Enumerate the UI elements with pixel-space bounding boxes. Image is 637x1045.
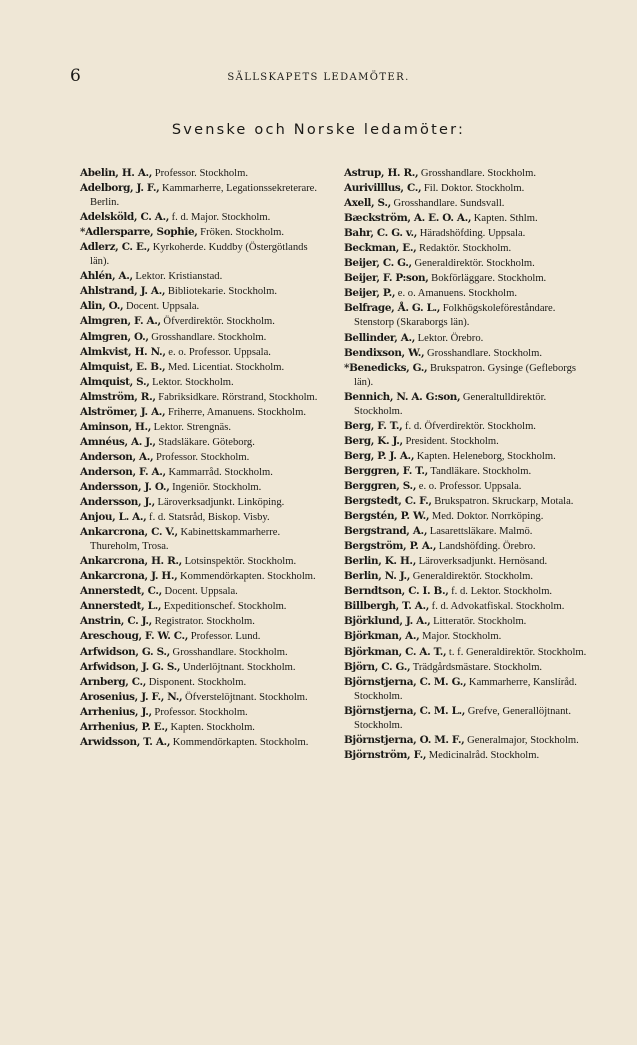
member-detail: Folkhögskoleföreståndare. Stenstorp (Skaraborgs län).: [354, 303, 556, 329]
member-entry: [80, 269, 328, 284]
member-detail: Lektor. Stockholm.: [152, 376, 234, 388]
member-entry: [344, 494, 596, 509]
member-entry: [344, 599, 596, 614]
member-entry: [80, 705, 328, 720]
member-detail: Fröken. Stockholm.: [200, 227, 285, 239]
member-name: Alin, O.,: [80, 300, 124, 313]
member-name: Björn, C. G.,: [344, 660, 411, 673]
member-detail: Lotsinspektör. Stockholm.: [184, 556, 297, 568]
member-entry: [344, 196, 596, 211]
member-detail: Häradshöfding. Uppsala.: [419, 228, 526, 240]
member-name: Alströmer, J. A.,: [80, 405, 166, 418]
member-entry: [344, 660, 596, 675]
member-name: Berg, K. J.,: [344, 434, 403, 447]
member-name: Berggren, S.,: [344, 479, 417, 492]
member-detail: f. d. Major. Stockholm.: [171, 212, 271, 224]
member-detail: Grosshandlare. Stockholm.: [420, 168, 536, 179]
member-detail: Disponent. Stockholm.: [148, 676, 247, 688]
member-entry: [80, 465, 328, 480]
member-name: Beckman, E.,: [344, 242, 417, 255]
member-detail: Professor. Lund.: [190, 631, 261, 643]
member-entry: [80, 569, 328, 584]
member-name: Almström, R.,: [80, 390, 156, 403]
member-name: Arosenius, J. F., N.,: [80, 690, 183, 703]
member-name: Björklund, J. A.,: [344, 615, 431, 628]
member-name: Beijer, F. P:son,: [344, 272, 429, 285]
member-entry: [80, 629, 328, 644]
member-detail: Docent. Uppsala.: [164, 586, 238, 598]
member-entry: [80, 284, 328, 299]
member-detail: Kyrkoherde. Kuddby (Östergötlands län).: [90, 242, 308, 268]
member-detail: Grosshandlare. Stockholm.: [426, 347, 543, 359]
member-name: Adelsköld, C. A.,: [80, 211, 169, 224]
member-name: Beijer, P.,: [344, 287, 396, 300]
member-detail: Kapten. Stockholm.: [170, 721, 255, 733]
member-detail: Grosshandlare. Stockholm.: [172, 646, 288, 658]
member-detail: Ingeniör. Stockholm.: [172, 481, 262, 493]
member-name: Bellinder, A.,: [344, 331, 416, 344]
member-detail: Grosshandlare. Sundsvall.: [393, 198, 505, 210]
member-entry: [344, 733, 596, 748]
member-entry: [344, 464, 596, 479]
member-entry: [80, 495, 328, 510]
member-detail: Kabinettskammarherre. Thureholm, Trosa.: [90, 527, 281, 553]
member-name: Berggren, F. T.,: [344, 464, 428, 477]
member-name: Amnéus, A. J.,: [80, 435, 156, 448]
member-name: Arwidsson, T. A.,: [80, 735, 171, 748]
member-detail: Landshöfding. Örebro.: [438, 541, 536, 553]
member-entry: [344, 181, 596, 196]
member-name: Anderson, A.,: [80, 450, 154, 463]
member-detail: e. o. Professor. Uppsala.: [418, 480, 522, 492]
member-name: Axell, S.,: [344, 197, 391, 210]
member-name: Ankarcrona, J. H.,: [80, 570, 178, 583]
member-name: Berndtson, C. I. B.,: [344, 585, 449, 598]
member-entry: [344, 584, 596, 599]
member-name: Aurivilllus, C.,: [344, 182, 422, 195]
member-entry: [80, 584, 328, 599]
member-entry: [80, 690, 328, 705]
member-detail: Expeditionschef. Stockholm.: [163, 601, 287, 613]
member-name: Almgren, O.,: [80, 330, 149, 343]
member-name: Björnström, F.,: [344, 748, 427, 761]
member-entry: [80, 330, 328, 345]
member-entry: [344, 271, 596, 286]
member-detail: Fabriksidkare. Rörstrand, Stockholm.: [158, 391, 318, 403]
member-entry: [344, 524, 596, 539]
member-detail: t. f. Generaldirektör. Stockholm.: [448, 646, 587, 658]
member-name: Andersson, J.,: [80, 496, 155, 509]
member-name: Arrhenius, P. E.,: [80, 720, 168, 733]
member-name: Abelin, H. A.,: [80, 167, 153, 179]
member-name: Ankarcrona, H. R.,: [80, 555, 182, 568]
member-detail: Friherre, Amanuens. Stockholm.: [167, 406, 306, 418]
member-detail: Brukspatron. Skruckarp, Motala.: [434, 496, 574, 508]
left-column: [80, 166, 328, 750]
member-entry: [344, 554, 596, 569]
member-entry: [344, 331, 596, 346]
member-name: Bergstrand, A.,: [344, 525, 428, 538]
member-entry: [80, 181, 328, 210]
section-title: Svenske och Norske ledamöter:: [171, 122, 466, 138]
member-name: Astrup, H. R.,: [344, 167, 419, 179]
member-detail: Medicinalråd. Stockholm.: [428, 749, 540, 761]
member-name: Bendixson, W.,: [344, 346, 425, 359]
member-entry: [344, 449, 596, 464]
member-entry: [344, 748, 596, 763]
member-name: Almgren, F. A.,: [80, 315, 161, 328]
member-entry: [80, 660, 328, 675]
member-detail: Underlöjtnant. Stockholm.: [182, 661, 296, 673]
member-name: Arnberg, C.,: [80, 675, 147, 688]
member-detail: f. d. Öfverdirektör. Stockholm.: [405, 420, 536, 432]
member-detail: Trädgårdsmästare. Stockholm.: [412, 661, 543, 673]
member-entry: [344, 346, 596, 361]
member-name: Almquist, S.,: [80, 375, 150, 388]
member-entry: [344, 614, 596, 629]
member-entry: [80, 675, 328, 690]
member-detail: Professor. Stockholm.: [154, 168, 249, 179]
member-entry: [80, 645, 328, 660]
member-detail: Generaldirektör. Stockholm.: [412, 571, 534, 583]
member-entry: [80, 614, 328, 629]
member-name: Adlerz, C. E.,: [80, 241, 151, 254]
member-entry: [80, 375, 328, 390]
member-detail: Stadsläkare. Göteborg.: [158, 436, 255, 448]
member-entry: [80, 435, 328, 450]
member-entry: [344, 704, 596, 733]
member-detail: Fil. Doktor. Stockholm.: [423, 183, 525, 195]
member-detail: Bokförläggare. Stockholm.: [431, 273, 547, 285]
member-entry: [344, 166, 596, 181]
member-detail: e. o. Amanuens. Stockholm.: [397, 288, 517, 300]
member-detail: f. d. Lektor. Stockholm.: [451, 586, 553, 598]
member-name: Björkman, C. A. T.,: [344, 645, 447, 658]
member-entry: [344, 390, 596, 419]
member-detail: Kammarråd. Stockholm.: [168, 466, 273, 478]
member-name: Arfwidson, G. S.,: [80, 645, 170, 658]
member-entry: [344, 301, 596, 330]
member-detail: Lasarettsläkare. Malmö.: [429, 526, 533, 538]
member-name: Berg, F. T.,: [344, 419, 403, 432]
member-detail: Lektor. Örebro.: [417, 332, 484, 344]
member-detail: Major. Stockholm.: [422, 631, 502, 643]
running-head: SÄLLSKAPETS LEDAMÖTER.: [227, 72, 410, 83]
member-name: Beijer, C. G.,: [344, 257, 412, 270]
member-entry: [344, 645, 596, 660]
member-detail: Generaltulldirektör. Stockholm.: [354, 391, 547, 417]
member-entry: [80, 240, 328, 269]
member-detail: Grosshandlare. Stockholm.: [151, 331, 267, 343]
member-detail: Redaktör. Stockholm.: [419, 243, 512, 255]
member-detail: Generaldirektör. Stockholm.: [414, 258, 535, 270]
member-name: Björnstjerna, C. M. L.,: [344, 704, 466, 717]
member-entry: [80, 420, 328, 435]
member-entry: [80, 345, 328, 360]
member-entry: [344, 539, 596, 554]
member-entry: [80, 510, 328, 525]
member-detail: e. o. Professor. Uppsala.: [168, 346, 271, 358]
member-detail: Kapten. Heleneborg, Stockholm.: [416, 450, 556, 462]
member-detail: Med. Licentiat. Stockholm.: [167, 361, 285, 373]
member-name: Björnstjerna, C. M. G.,: [344, 675, 467, 688]
member-detail: Öfverstelöjtnant. Stockholm.: [184, 691, 308, 703]
member-detail: Kommendörkapten. Stockholm.: [172, 736, 309, 748]
member-name: Areschoug, F. W. C.,: [80, 630, 189, 643]
member-name: Adelborg, J. F.,: [80, 182, 160, 195]
member-name: Annerstedt, L.,: [80, 600, 162, 613]
member-detail: Bibliotekarie. Stockholm.: [167, 286, 277, 298]
member-detail: f. d. Advokatfiskal. Stockholm.: [431, 601, 565, 613]
member-name: Berlin, K. H.,: [344, 555, 416, 568]
member-name: Almquist, E. B.,: [80, 360, 166, 373]
member-name: Anderson, F. A.,: [80, 465, 166, 478]
member-detail: Kommendörkapten. Stockholm.: [180, 571, 316, 583]
member-entry: [80, 599, 328, 614]
member-name: Berg, P. J. A.,: [344, 449, 415, 462]
member-detail: Läroverksadjunkt. Linköping.: [157, 497, 285, 509]
member-entry: [344, 569, 596, 584]
member-entry: [344, 509, 596, 524]
member-name: Aminson, H.,: [80, 420, 151, 433]
page-number: 6: [70, 66, 81, 86]
member-entry: [80, 166, 328, 181]
member-entry: [80, 225, 328, 240]
member-entry: [344, 479, 596, 494]
member-name: Berlin, N. J.,: [344, 570, 411, 583]
member-name: Anjou, L. A.,: [80, 511, 147, 524]
member-detail: Litteratör. Stockholm.: [433, 616, 527, 628]
member-name: Belfrage, Å. G. L.,: [344, 302, 441, 315]
member-name: Bahr, C. G. v.,: [344, 227, 418, 240]
member-entry: [80, 720, 328, 735]
member-detail: Kammarherre, Legationssekreterare. Berlin.: [90, 183, 318, 209]
member-entry: [80, 450, 328, 465]
member-detail: Kapten. Sthlm.: [473, 213, 538, 225]
member-detail: Lektor. Strengnäs.: [153, 421, 232, 433]
member-entry: [80, 525, 328, 554]
member-entry: [344, 211, 596, 226]
member-entry: [344, 434, 596, 449]
member-detail: Registrator. Stockholm.: [154, 616, 255, 628]
member-name: Bergstedt, C. F.,: [344, 495, 432, 508]
member-entry: [344, 629, 596, 644]
member-name: Björnstjerna, O. M. F.,: [344, 733, 465, 746]
member-name: Bæckström, A. E. O. A.,: [344, 212, 472, 225]
member-entry: [80, 405, 328, 420]
member-detail: Lektor. Kristianstad.: [135, 271, 223, 283]
member-detail: Professor. Stockholm.: [154, 706, 248, 718]
member-detail: Generalmajor, Stockholm.: [467, 734, 579, 746]
member-entry: [344, 675, 596, 704]
member-entry: [344, 286, 596, 301]
member-name: Ahlstrand, J. A.,: [80, 285, 166, 298]
member-entry: [80, 210, 328, 225]
right-column: [344, 166, 596, 763]
member-entry: [344, 419, 596, 434]
member-name: Bergstén, P. W.,: [344, 510, 430, 523]
member-detail: Läroverksadjunkt. Hernösand.: [418, 556, 548, 568]
member-name: Bergström, P. A.,: [344, 540, 437, 553]
member-name: *Benedicks, G.,: [344, 361, 428, 374]
member-detail: Öfverdirektör. Stockholm.: [163, 316, 275, 328]
member-name: Anstrin, C. J.,: [80, 615, 152, 628]
member-name: Ankarcrona, C. V.,: [80, 526, 178, 539]
member-entry: [80, 390, 328, 405]
member-name: Arfwidson, J. G. S.,: [80, 660, 181, 673]
member-entry: [80, 360, 328, 375]
member-name: Annerstedt, C.,: [80, 585, 162, 598]
member-name: *Adlersparre, Sophie,: [80, 226, 198, 239]
member-name: Almkvist, H. N.,: [80, 345, 166, 358]
member-detail: Grefve, Generallöjtnant. Stockholm.: [354, 705, 571, 731]
member-entry: [80, 554, 328, 569]
member-detail: Docent. Uppsala.: [125, 301, 200, 313]
member-name: Arrhenius, J.,: [80, 705, 152, 718]
member-name: Bennich, N. A. G:son,: [344, 390, 461, 403]
member-name: Andersson, J. O.,: [80, 480, 170, 493]
member-detail: Med. Doktor. Norrköping.: [431, 511, 544, 523]
member-name: Billbergh, T. A.,: [344, 600, 430, 613]
member-entry: [344, 241, 596, 256]
member-entry: [344, 256, 596, 271]
member-detail: Tandläkare. Stockholm.: [430, 465, 532, 477]
member-entry: [344, 361, 596, 390]
member-entry: [344, 226, 596, 241]
member-entry: [80, 314, 328, 329]
member-detail: f. d. Statsråd, Biskop. Visby.: [149, 512, 270, 524]
member-entry: [80, 480, 328, 495]
member-detail: President. Stockholm.: [405, 435, 499, 447]
member-detail: Brukspatron. Gysinge (Gefleborgs län).: [354, 362, 576, 388]
member-name: Ahlén, A.,: [80, 270, 133, 283]
member-detail: Professor. Stockholm.: [155, 451, 250, 463]
member-detail: Kammarherre, Kanslíråd. Stockholm.: [354, 676, 577, 702]
member-name: Björkman, A.,: [344, 630, 420, 643]
member-entry: [80, 299, 328, 314]
member-entry: [80, 735, 328, 750]
